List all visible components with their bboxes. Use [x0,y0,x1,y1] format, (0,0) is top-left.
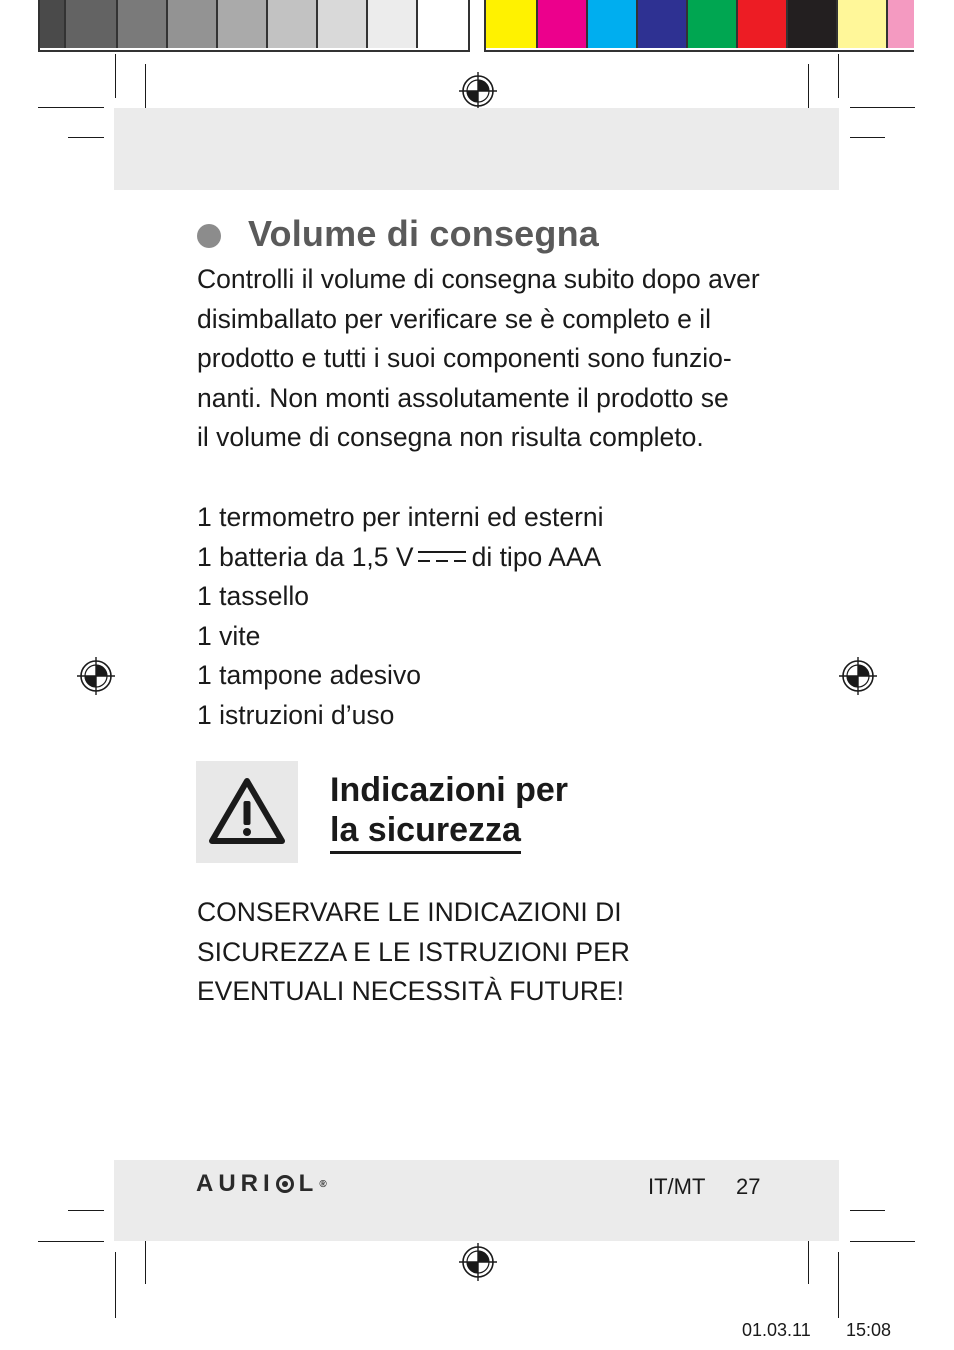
safety-notice-line: CONSERVARE LE INDICAZIONI DI [197,897,622,927]
grey-swatch [40,0,66,48]
grey-swatch [218,0,268,48]
registration-target-icon [458,1242,498,1282]
crop-mark [850,107,915,108]
crop-mark [838,1252,839,1318]
safety-notice [197,893,630,1012]
grey-swatch [368,0,418,48]
section-bullet [197,224,221,248]
grey-swatch [168,0,218,48]
color-swatch [588,0,638,48]
paragraph-line: nanti. Non monti assolutamente il prodotto se [197,382,729,413]
safety-notice-line: SICUREZZA E LE ISTRUZIONI PER [197,936,630,967]
registration-target-icon [76,656,116,696]
crop-mark [850,1241,915,1242]
crop-mark [68,137,104,138]
list-item: 1 tassello [197,581,309,612]
grey-swatch [118,0,168,48]
crop-mark [115,54,116,98]
color-calibration-strip [484,0,914,52]
color-swatch [638,0,688,48]
language-code: IT/MT [648,1174,706,1199]
section-title-line: la sicurezza [330,810,521,854]
header-band [114,108,839,190]
grey-swatch [318,0,368,48]
section-title-volume-di-consegna: Volume di consegna [248,213,599,254]
color-swatch [486,0,538,48]
logo-o-icon [276,1175,294,1193]
list-item-text: di tipo AAA [471,541,602,572]
paragraph-line: disimballato per verificare se è completo e il [197,303,712,334]
list-item: 1 istruzioni d’uso [197,699,395,730]
list-item: 1 vite [197,620,261,651]
safety-notice-line: EVENTUALI NECESSITÀ FUTURE! [197,976,625,1007]
grey-calibration-strip [38,0,470,52]
brand-text: AURI [196,1170,275,1197]
paragraph-line: prodotto e tutti i suoi componenti sono funzio- [197,343,732,374]
color-swatch [788,0,838,48]
brand-text: L [298,1170,319,1197]
crop-mark [838,54,839,98]
color-swatch [688,0,738,48]
delivery-contents-list [197,498,604,736]
list-item [197,538,604,578]
paragraph-line: il volume di consegna non risulta completo. [197,422,704,453]
page-number: 27 [736,1174,761,1199]
direct-current-icon [416,547,468,567]
color-swatch [838,0,888,48]
list-item: 1 termometro per interni ed esterni [197,502,604,532]
registered-mark: ® [319,1178,327,1190]
section-title-line: Indicazioni per [330,771,569,809]
warning-triangle-icon [196,761,298,863]
brand-logo [196,1170,327,1198]
registration-target-icon [458,71,498,111]
crop-mark [68,1210,104,1211]
crop-mark [850,137,885,138]
registration-target-icon [838,656,878,696]
list-item: 1 tampone adesivo [197,660,421,691]
crop-mark [850,1210,885,1211]
crop-mark [38,107,104,108]
warning-box [196,761,298,863]
color-swatch [888,0,914,48]
grey-swatch [268,0,318,48]
section-title-indicazioni-sicurezza [330,770,568,854]
color-swatch [738,0,788,48]
print-time: 15:08 [846,1320,892,1340]
print-date: 01.03.11 [742,1320,811,1340]
grey-swatch [418,0,468,48]
color-swatch [538,0,588,48]
crop-mark [38,1241,104,1242]
paragraph-line: Controlli il volume di consegna subito dopo aver [197,264,760,294]
grey-swatch [66,0,118,48]
crop-mark [115,1252,116,1318]
list-item-text: 1 batteria da 1,5 V [197,541,414,572]
